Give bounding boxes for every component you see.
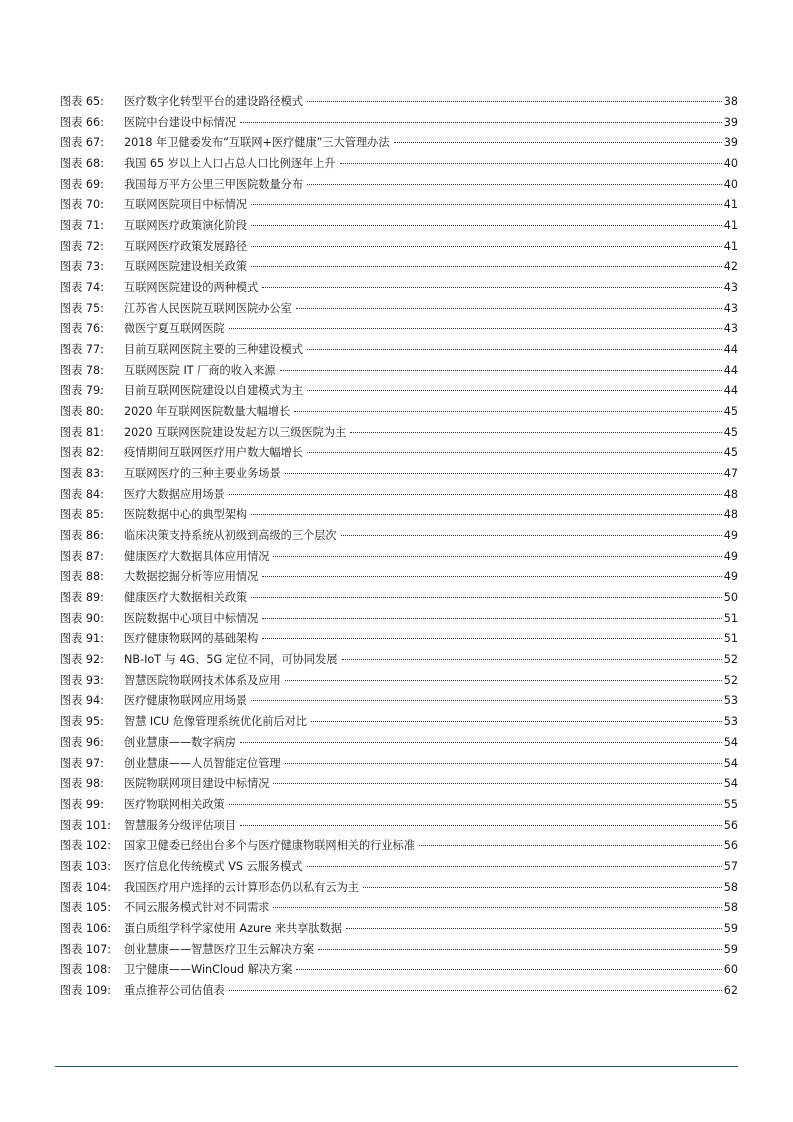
figure-title: 医疗大数据应用场景 xyxy=(124,487,225,501)
dot-leader xyxy=(419,845,722,846)
toc-entry[interactable] xyxy=(60,774,738,795)
dot-leader xyxy=(262,638,721,639)
toc-entry[interactable] xyxy=(60,257,738,278)
figure-title: 2018 年卫健委发布“互联网+医疗健康”三大管理办法 xyxy=(124,136,390,150)
toc-entry[interactable] xyxy=(60,878,738,899)
dot-leader xyxy=(296,308,722,309)
figure-number: 图表 90: xyxy=(60,611,104,625)
figure-number: 图表 92: xyxy=(60,653,104,667)
page-number: 62 xyxy=(723,983,738,997)
figure-number: 图表 85: xyxy=(60,508,104,522)
dot-leader xyxy=(307,349,722,350)
figure-number: 图表 97: xyxy=(60,756,104,770)
toc-entry[interactable] xyxy=(60,505,738,526)
figure-title: 互联网医院建设相关政策 xyxy=(124,260,248,274)
figure-title: 我国医疗用户选择的云计算形态仍以私有云为主 xyxy=(124,880,359,894)
page-number: 59 xyxy=(723,921,738,935)
dot-leader xyxy=(240,825,722,826)
page-number: 54 xyxy=(723,756,738,770)
toc-entry[interactable] xyxy=(60,443,738,464)
figure-title: 医疗数字化转型平台的建设路径模式 xyxy=(124,95,304,108)
figure-title: 目前互联网医院主要的三种建设模式 xyxy=(124,343,304,357)
figure-title: 医疗信息化传统模式 VS 云服务模式 xyxy=(124,859,303,873)
page-number: 45 xyxy=(723,425,738,439)
toc-entry[interactable] xyxy=(60,92,738,113)
dot-leader xyxy=(350,432,722,433)
figure-title: 2020 互联网医院建设发起方以三级医院为主 xyxy=(124,425,347,439)
page-number: 51 xyxy=(723,632,738,646)
toc-entry[interactable] xyxy=(60,981,738,1002)
figure-title: 智慧服务分级评估项目 xyxy=(124,818,236,832)
dot-leader xyxy=(307,184,722,185)
figure-title: 互联网医疗政策演化阶段 xyxy=(124,219,248,233)
page-number: 41 xyxy=(723,198,738,212)
figure-number: 图表 70: xyxy=(60,198,104,212)
page-number: 41 xyxy=(723,219,738,233)
figure-number: 图表 93: xyxy=(60,673,104,687)
toc-entry[interactable] xyxy=(60,919,738,940)
toc-entry[interactable] xyxy=(60,857,738,878)
toc-entry[interactable] xyxy=(60,340,738,361)
dot-leader xyxy=(285,473,722,474)
toc-entry[interactable] xyxy=(60,588,738,609)
figure-number: 图表 69: xyxy=(60,177,104,191)
figure-title: 医院中台建设中标情况 xyxy=(124,115,236,129)
dot-leader xyxy=(262,576,721,577)
toc-entry[interactable] xyxy=(60,175,738,196)
figure-number: 图表 77: xyxy=(60,343,104,357)
toc-entry[interactable] xyxy=(60,278,738,299)
figure-title: 医院数据中心项目中标情况 xyxy=(124,611,259,625)
page-number: 53 xyxy=(723,715,738,729)
toc-entry[interactable] xyxy=(60,133,738,154)
dot-leader xyxy=(296,969,721,970)
page-number: 43 xyxy=(723,301,738,315)
figure-number: 图表 88: xyxy=(60,570,104,584)
page-number: 53 xyxy=(723,694,738,708)
dot-leader xyxy=(294,411,721,412)
page-number: 58 xyxy=(723,880,738,894)
dot-leader xyxy=(394,142,722,143)
figure-title: 我国每万平方公里三甲医院数量分布 xyxy=(124,177,304,191)
figure-number: 图表 67: xyxy=(60,136,104,150)
page-number: 44 xyxy=(723,363,738,377)
figure-number: 图表 99: xyxy=(60,797,104,811)
page-number: 41 xyxy=(723,239,738,253)
toc-entry[interactable] xyxy=(60,216,738,237)
figure-number: 图表 96: xyxy=(60,735,104,749)
figure-number: 图表 78: xyxy=(60,363,104,377)
dot-leader xyxy=(251,266,722,267)
figure-number: 图表 94: xyxy=(60,694,104,708)
dot-leader xyxy=(229,494,722,495)
page-number: 56 xyxy=(723,818,738,832)
page-number: 54 xyxy=(723,735,738,749)
toc-entry[interactable] xyxy=(60,898,738,919)
figure-number: 图表 105: xyxy=(60,901,112,915)
dot-leader xyxy=(251,225,722,226)
footer-rule xyxy=(55,1066,738,1067)
dot-leader xyxy=(363,887,722,888)
figure-title: 智慧 ICU 危像管理系统优化前后对比 xyxy=(124,715,308,729)
toc-entry[interactable] xyxy=(60,940,738,961)
dot-leader xyxy=(251,597,722,598)
figure-title: 江苏省人民医院互联网医院办公室 xyxy=(124,301,292,315)
figure-number: 图表 82: xyxy=(60,446,104,460)
figure-number: 图表 79: xyxy=(60,384,104,398)
figure-number: 图表 75: xyxy=(60,301,104,315)
toc-entry[interactable] xyxy=(60,650,738,671)
figure-number: 图表 107: xyxy=(60,942,112,956)
figure-title: 互联网医院建设的两种模式 xyxy=(124,281,259,295)
page-number: 48 xyxy=(723,487,738,501)
toc-entry[interactable] xyxy=(60,691,738,712)
dot-leader xyxy=(251,204,722,205)
toc-entry[interactable] xyxy=(60,754,738,775)
figure-title: 疫情期间互联网医疗用户数大幅增长 xyxy=(124,446,304,460)
toc-entry[interactable] xyxy=(60,712,738,733)
figure-title: 不同云服务模式针对不同需求 xyxy=(124,901,270,915)
dot-leader xyxy=(251,246,722,247)
figure-title: 目前互联网医院建设以自建模式为主 xyxy=(124,384,304,398)
page-number: 43 xyxy=(723,281,738,295)
figure-number: 图表 89: xyxy=(60,591,104,605)
figure-title: 创业慧康——人员智能定位管理 xyxy=(124,756,281,770)
page-number: 49 xyxy=(723,549,738,563)
page-number: 45 xyxy=(723,405,738,419)
toc-entry[interactable] xyxy=(60,526,738,547)
page-number: 50 xyxy=(723,591,738,605)
toc-entry[interactable] xyxy=(60,402,738,423)
figure-title: 健康医疗大数据相关政策 xyxy=(124,591,248,605)
page-number: 58 xyxy=(723,901,738,915)
figure-number: 图表 65: xyxy=(60,95,104,108)
page-number: 57 xyxy=(723,859,738,873)
figure-number: 图表 108: xyxy=(60,963,112,977)
page-number: 44 xyxy=(723,343,738,357)
page-number: 43 xyxy=(723,322,738,336)
figure-number: 图表 103: xyxy=(60,859,112,873)
dot-leader xyxy=(346,928,722,929)
page-number: 59 xyxy=(723,942,738,956)
figure-title: 互联网医院项目中标情况 xyxy=(124,198,248,212)
figure-number: 图表 91: xyxy=(60,632,104,646)
dot-leader xyxy=(311,721,722,722)
dot-leader xyxy=(285,680,722,681)
page-number: 38 xyxy=(723,95,738,108)
dot-leader xyxy=(273,556,721,557)
figure-number: 图表 87: xyxy=(60,549,104,563)
figure-number: 图表 106: xyxy=(60,921,112,935)
figure-title: 医疗健康物联网的基础架构 xyxy=(124,632,259,646)
figure-title: 医院物联网项目建设中标情况 xyxy=(124,777,270,791)
figure-number: 图表 84: xyxy=(60,487,104,501)
figure-title: 微医宁夏互联网医院 xyxy=(124,322,225,336)
toc-entry[interactable] xyxy=(60,629,738,650)
figure-number: 图表 68: xyxy=(60,157,104,171)
figure-number: 图表 73: xyxy=(60,260,104,274)
dot-leader xyxy=(307,452,722,453)
figure-number: 图表 80: xyxy=(60,405,104,419)
toc-entry[interactable] xyxy=(60,464,738,485)
figure-number: 图表 101: xyxy=(60,818,112,832)
figure-number: 图表 86: xyxy=(60,529,104,543)
dot-leader xyxy=(340,163,722,164)
page-number: 39 xyxy=(723,115,738,129)
figure-title: 互联网医疗政策发展路径 xyxy=(124,239,248,253)
figure-title: 临床决策支持系统从初级到高级的三个层次 xyxy=(124,529,337,543)
figure-title: 互联网医院 IT 厂商的收入来源 xyxy=(124,363,276,377)
toc-entry[interactable] xyxy=(60,113,738,134)
figure-title: 蛋白质组学科学家使用 Azure 来共享肽数据 xyxy=(124,921,342,935)
figure-title: 2020 年互联网医院数量大幅增长 xyxy=(124,405,291,419)
toc-entry[interactable] xyxy=(60,485,738,506)
figure-number: 图表 83: xyxy=(60,467,104,481)
dot-leader xyxy=(307,101,722,102)
figure-title: 医疗健康物联网应用场景 xyxy=(124,694,248,708)
figure-title: 智慧医院物联网技术体系及应用 xyxy=(124,673,281,687)
dot-leader xyxy=(251,514,722,515)
figure-number: 图表 104: xyxy=(60,880,112,894)
toc-entry[interactable] xyxy=(60,361,738,382)
figure-title: 大数据挖掘分析等应用情况 xyxy=(124,570,259,584)
page-number: 49 xyxy=(723,570,738,584)
page-number: 48 xyxy=(723,508,738,522)
figure-title: 健康医疗大数据具体应用情况 xyxy=(124,549,270,563)
dot-leader xyxy=(229,804,722,805)
page-number: 42 xyxy=(723,260,738,274)
toc-entry[interactable] xyxy=(60,237,738,258)
figure-title: 创业慧康——智慧医疗卫生云解决方案 xyxy=(124,942,315,956)
toc-entry[interactable] xyxy=(60,299,738,320)
toc-entry[interactable] xyxy=(60,816,738,837)
dot-leader xyxy=(285,763,722,764)
toc-entry[interactable] xyxy=(60,567,738,588)
page-number: 51 xyxy=(723,611,738,625)
figure-title: NB-IoT 与 4G、5G 定位不同，可协同发展 xyxy=(124,653,338,667)
toc-entry[interactable] xyxy=(60,381,738,402)
toc-entry[interactable] xyxy=(60,836,738,857)
dot-leader xyxy=(262,287,721,288)
figure-title: 我国 65 岁以上人口占总人口比例逐年上升 xyxy=(124,157,336,171)
figure-title: 重点推荐公司估值表 xyxy=(124,983,225,997)
figure-title: 创业慧康——数字病房 xyxy=(124,735,236,749)
figure-title: 医院数据中心的典型架构 xyxy=(124,508,248,522)
page-number: 40 xyxy=(723,157,738,171)
page-number: 39 xyxy=(723,136,738,150)
page-number: 45 xyxy=(723,446,738,460)
toc-entry[interactable] xyxy=(60,733,738,754)
dot-leader xyxy=(251,700,722,701)
page-number: 60 xyxy=(723,963,738,977)
page-number: 47 xyxy=(723,467,738,481)
dot-leader xyxy=(273,907,721,908)
dot-leader xyxy=(280,370,722,371)
figure-number: 图表 81: xyxy=(60,425,104,439)
page-number: 40 xyxy=(723,177,738,191)
page-number: 54 xyxy=(723,777,738,791)
page-number: 56 xyxy=(723,839,738,853)
dot-leader xyxy=(229,990,722,991)
figure-number: 图表 66: xyxy=(60,115,104,129)
page-number: 52 xyxy=(723,673,738,687)
page-number: 44 xyxy=(723,384,738,398)
dot-leader xyxy=(307,390,722,391)
figure-title: 医疗物联网相关政策 xyxy=(124,797,225,811)
toc-entry[interactable] xyxy=(60,671,738,692)
figure-number: 图表 98: xyxy=(60,777,104,791)
toc-entry[interactable] xyxy=(60,195,738,216)
figure-title: 互联网医疗的三种主要业务场景 xyxy=(124,467,281,481)
dot-leader xyxy=(229,328,722,329)
figure-number: 图表 74: xyxy=(60,281,104,295)
toc-entry[interactable] xyxy=(60,795,738,816)
dot-leader xyxy=(307,866,722,867)
toc-entry[interactable] xyxy=(60,960,738,981)
figure-title: 国家卫健委已经出台多个与医疗健康物联网相关的行业标准 xyxy=(124,839,415,853)
dot-leader xyxy=(342,659,722,660)
figure-number: 图表 109: xyxy=(60,983,112,997)
dot-leader xyxy=(341,535,722,536)
dot-leader xyxy=(262,618,721,619)
dot-leader xyxy=(318,949,722,950)
dot-leader xyxy=(240,122,722,123)
page-number: 52 xyxy=(723,653,738,667)
dot-leader xyxy=(240,742,722,743)
figure-title: 卫宁健康——WinCloud 解决方案 xyxy=(124,963,293,977)
dot-leader xyxy=(273,783,721,784)
toc-entry[interactable] xyxy=(60,423,738,444)
toc-entry[interactable] xyxy=(60,547,738,568)
figure-number: 图表 102: xyxy=(60,839,112,853)
figure-index xyxy=(60,92,738,1002)
toc-entry[interactable] xyxy=(60,154,738,175)
figure-number: 图表 72: xyxy=(60,239,104,253)
page-number: 49 xyxy=(723,529,738,543)
figure-number: 图表 95: xyxy=(60,715,104,729)
toc-entry[interactable] xyxy=(60,319,738,340)
toc-entry[interactable] xyxy=(60,609,738,630)
figure-number: 图表 71: xyxy=(60,219,104,233)
page-number: 55 xyxy=(723,797,738,811)
figure-number: 图表 76: xyxy=(60,322,104,336)
